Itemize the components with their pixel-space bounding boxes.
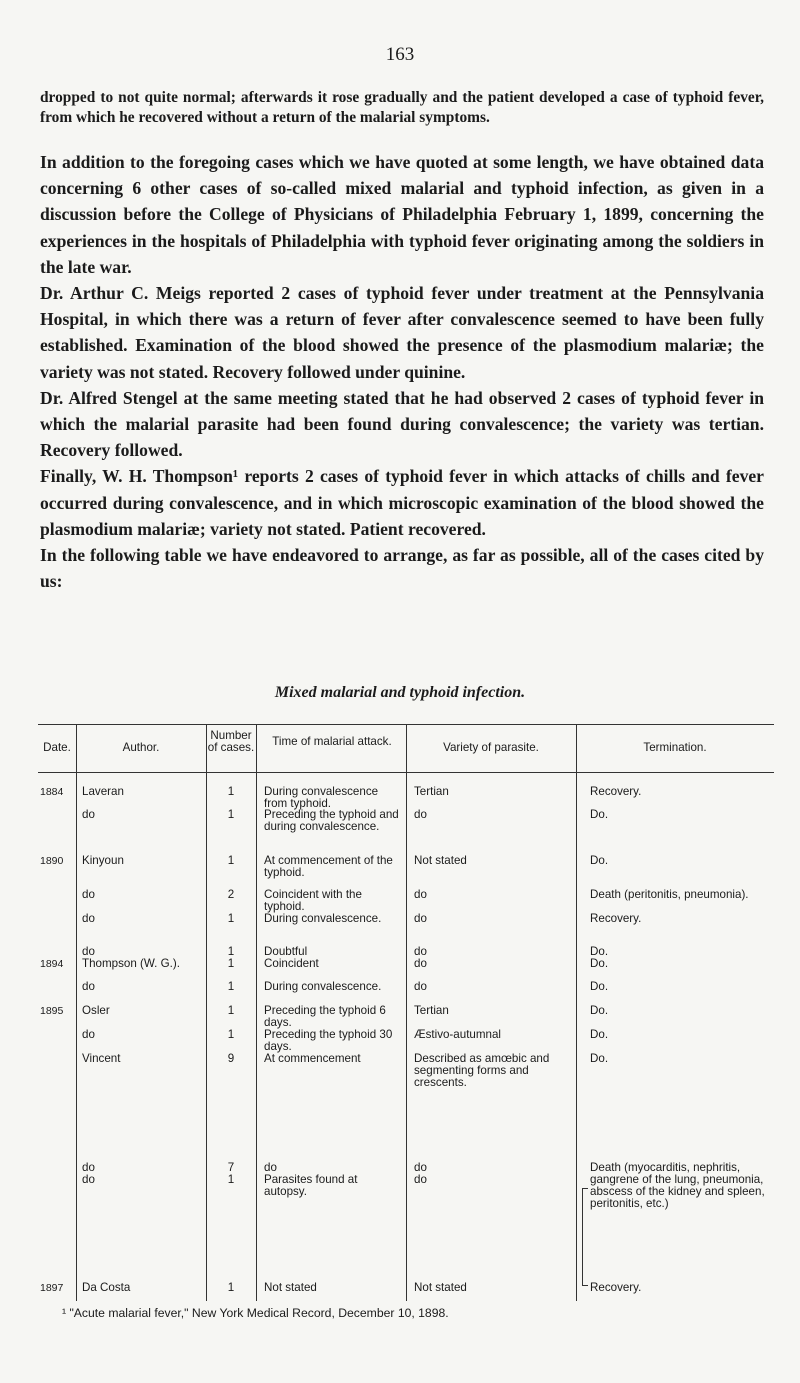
table-cell-author: do: [82, 912, 95, 925]
table-cell-time: Parasites found at autopsy.: [264, 1173, 358, 1198]
table-cell-variety: Tertian: [414, 1004, 449, 1017]
footnote: ¹ "Acute malarial fever," New York Medical Record, December 10, 1898.: [62, 1306, 449, 1320]
table-cell-variety: do: [414, 912, 427, 925]
header-date: Date.: [43, 741, 71, 754]
table-cell-author: do: [82, 888, 95, 901]
header-number: Number of cases.: [207, 729, 255, 754]
table-cell-author: Laveran: [82, 785, 124, 798]
table-cell-variety: do: [414, 945, 427, 958]
table-cell-author: Vincent: [82, 1052, 121, 1065]
paragraph-3: Dr. Alfred Stengel at the same meeting stated that he had observed 2 cases of typhoid fever in which the malarial parasite had been found during convalescence; the variety was tertian. Recovery followed.: [40, 387, 764, 461]
column-divider: [76, 724, 77, 1301]
table-cell-termination: Do.: [590, 1028, 609, 1041]
table-cell-author: do: [82, 945, 95, 958]
table-cell-num: 7: [227, 1161, 235, 1174]
table-cell-time: At commencement: [264, 1052, 361, 1065]
header-termination: Termination.: [643, 741, 707, 754]
table-cell-termination: Recovery.: [590, 912, 642, 925]
table-cell-time: Not stated: [264, 1281, 317, 1294]
table-cell-time: Doubtful: [264, 945, 308, 958]
table-cell-author: Osler: [82, 1004, 110, 1017]
table-cell-variety: do: [414, 957, 427, 970]
table-cell-termination: Do.: [590, 980, 609, 993]
page-number: 163: [385, 44, 415, 65]
table-cell-time: During convalescence.: [264, 980, 382, 993]
table-cell-author: do: [82, 1161, 95, 1174]
table-cell-time: Preceding the typhoid 30 days.: [264, 1028, 393, 1053]
table-cell-variety: Tertian: [414, 785, 449, 798]
table-cell-author: do: [82, 1173, 95, 1186]
table-cell-termination: Do.: [590, 1004, 609, 1017]
table-cell-time: Preceding the typhoid and during convalescence.: [264, 808, 399, 833]
table-cell-author: do: [82, 808, 95, 821]
column-divider: [256, 724, 257, 1301]
table-cell-termination: Do.: [590, 957, 609, 970]
table-cell-num: 1: [227, 854, 235, 867]
table-cell-termination: Do.: [590, 945, 609, 958]
table-cell-termination: Do.: [590, 808, 609, 821]
table-cell-variety: do: [414, 1161, 427, 1174]
table-cell-termination: Recovery.: [590, 1281, 642, 1294]
paragraph-1: In addition to the foregoing cases which we have quoted at some length, we have obtained data concerning 6 other cases of so-called mixed malarial and typhoid infection, as given in a discussion before the College of Physicians of Philadelphia February 1, 1899, concerning the experiences in the hospitals of Philadelphia with typhoid fever originating among the soldiers in the late war.: [40, 152, 764, 277]
table-cell-termination: Death (peritonitis, pneumonia).: [590, 888, 749, 901]
body-text: [40, 149, 764, 594]
table-cell-termination: Death (myocarditis, nephritis, gangrene of the lung, pneumonia, abscess of the kidney and spleen, peritonitis, etc.): [590, 1161, 765, 1210]
table-cell-termination: Do.: [590, 1052, 609, 1065]
table-cell-variety: Not stated: [414, 1281, 467, 1294]
table-cell-variety: Æstivo-autumnal: [414, 1028, 501, 1041]
table-caption: Mixed malarial and typhoid infection.: [274, 684, 526, 701]
table-cell-variety: do: [414, 808, 427, 821]
table-cell-time: During convalescence.: [264, 912, 382, 925]
table-cell-variety: Not stated: [414, 854, 467, 867]
table-cell-num: 2: [227, 888, 235, 901]
table-cell-num: 1: [227, 945, 235, 958]
paragraph-4: Finally, W. H. Thompson¹ reports 2 cases of typhoid fever in which attacks of chills and fever occurred during convalescence, and in which microscopic examination of the blood showed the plasmodium malariæ; variety not stated. Patient recovered.: [40, 466, 764, 539]
table-cell-num: 1: [227, 980, 235, 993]
table-cell-num: 1: [227, 912, 235, 925]
table-cell-author: do: [82, 1028, 95, 1041]
header-author: Author.: [122, 741, 160, 754]
table-cell-author: do: [82, 980, 95, 993]
table-cell-num: 1: [227, 1281, 235, 1294]
table-cell-termination: Do.: [590, 854, 609, 867]
table-cell-num: 1: [227, 785, 235, 798]
table-cell-num: 1: [227, 957, 235, 970]
brace-mark: [582, 1188, 588, 1286]
table-cell-variety: do: [414, 888, 427, 901]
table-cell-date: 1894: [40, 958, 64, 970]
table-cell-num: 1: [227, 808, 235, 821]
table-cell-time: Coincident with the typhoid.: [264, 888, 362, 913]
header-time: Time of malarial attack.: [272, 735, 392, 748]
cases-table: [38, 724, 774, 1304]
table-cell-variety: Described as amœbic and segmenting forms and crescents.: [414, 1052, 550, 1089]
table-cell-date: 1895: [40, 1005, 64, 1017]
table-cell-num: 1: [227, 1028, 235, 1041]
column-divider: [406, 724, 407, 1301]
table-cell-variety: do: [414, 1173, 427, 1186]
table-cell-time: Preceding the typhoid 6 days.: [264, 1004, 386, 1029]
column-divider: [576, 724, 577, 1301]
table-cell-author: Kinyoun: [82, 854, 124, 867]
table-cell-date: 1897: [40, 1282, 64, 1294]
table-cell-time: do: [264, 1161, 277, 1174]
table-cell-variety: do: [414, 980, 427, 993]
intro-paragraph: dropped to not quite normal; afterwards it rose gradually and the patient developed a case of typhoid fever, from which he recovered without a return of the malarial symptoms.: [40, 89, 764, 126]
table-cell-num: 9: [227, 1052, 235, 1065]
table-cell-author: Da Costa: [82, 1281, 131, 1294]
table-cell-time: Coincident: [264, 957, 319, 970]
table-cell-num: 1: [227, 1004, 235, 1017]
table-cell-date: 1884: [40, 786, 64, 798]
table-cell-num: 1: [227, 1173, 235, 1186]
header-variety: Variety of parasite.: [443, 741, 539, 754]
table-cell-author: Thompson (W. G.).: [82, 957, 180, 970]
table-cell-time: During convalescence from typhoid.: [264, 785, 379, 810]
table-cell-time: At commencement of the typhoid.: [264, 854, 393, 879]
paragraph-2: Dr. Arthur C. Meigs reported 2 cases of typhoid fever under treatment at the Pennsylvania Hospital, in which there was a return of fever after convalescence seemed to have been fully established. Examination of the blood showed the presence of the plasmodium malariæ; the variety was not stated. Recovery followed under quinine.: [40, 283, 764, 382]
paragraph-5: In the following table we have endeavored to arrange, as far as possible, all of the cases cited by us:: [40, 545, 764, 592]
table-cell-termination: Recovery.: [590, 785, 642, 798]
table-cell-date: 1890: [40, 855, 64, 867]
